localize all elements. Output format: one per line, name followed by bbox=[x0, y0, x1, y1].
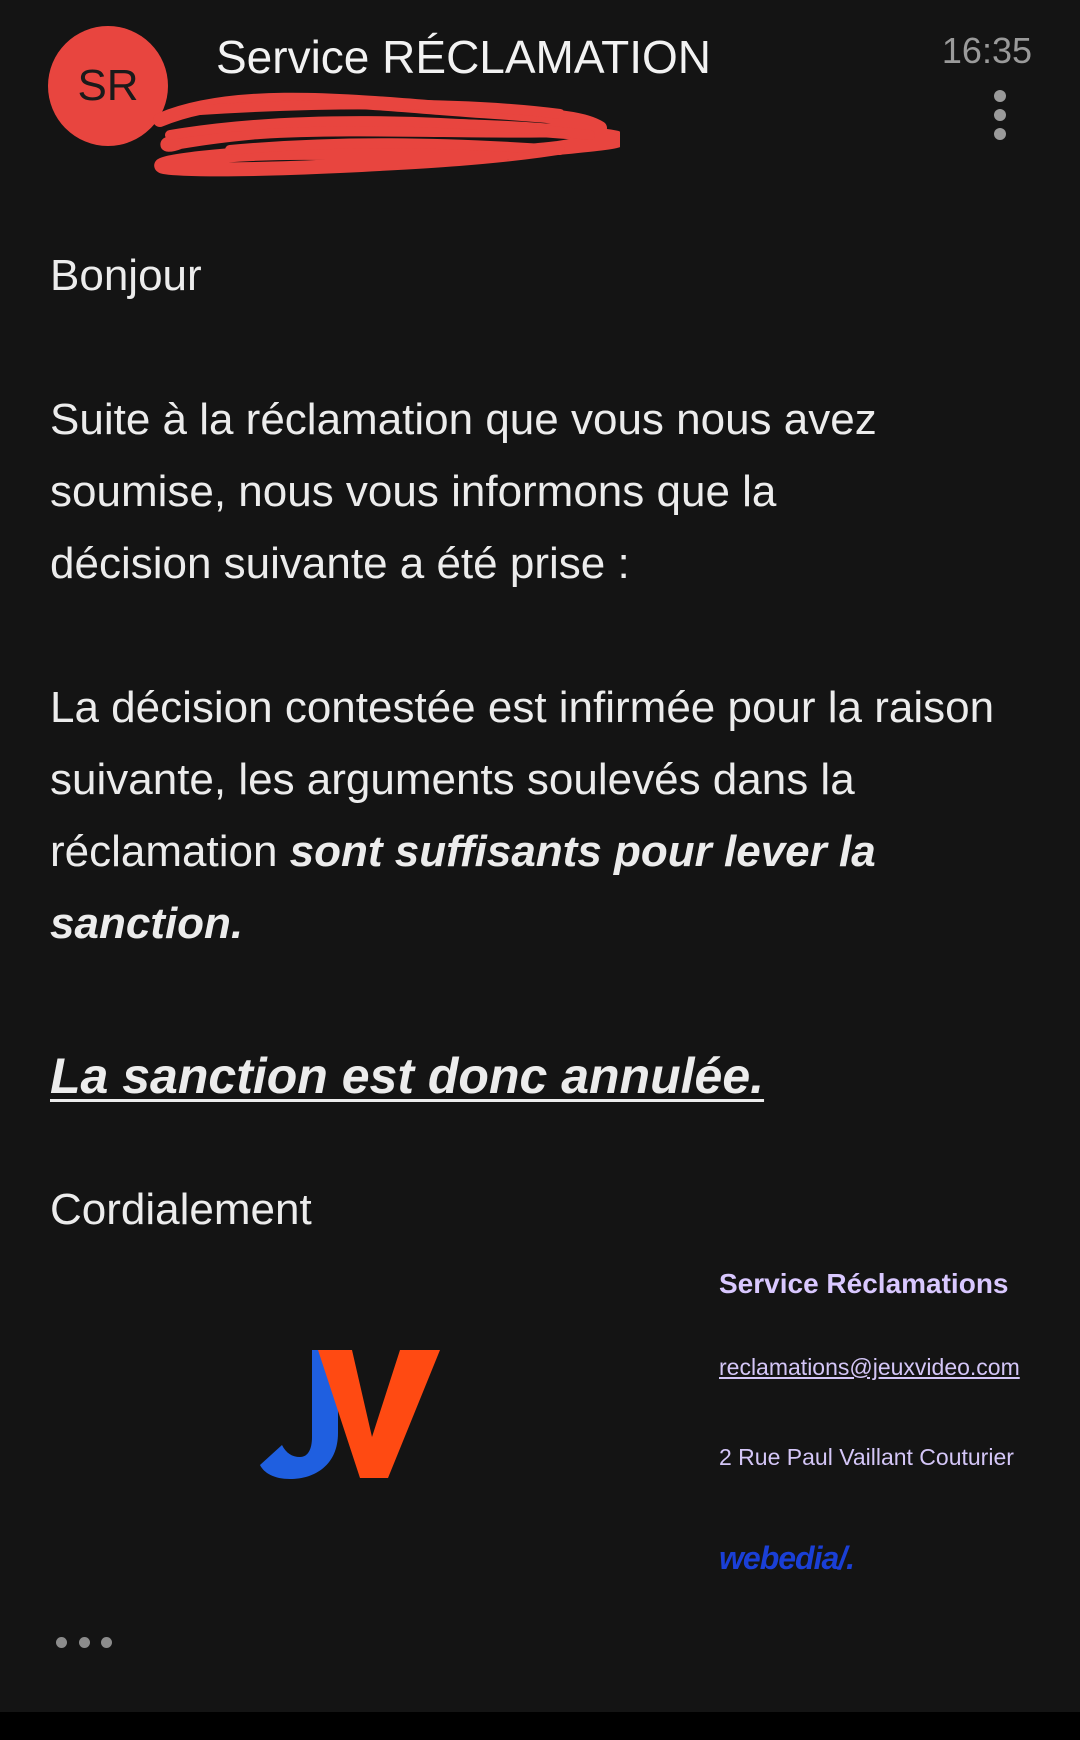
more-vert-icon[interactable] bbox=[988, 90, 1012, 140]
paragraph-decision-intro: Suite à la réclamation que vous nous avez soumise, nous vous informons que la décision suivante a été prise : bbox=[50, 395, 877, 588]
conclusion-text: La sanction est donc annulée. bbox=[50, 1048, 765, 1104]
decision-text: La décision contestée est infirmée pour la raison suivante, les arguments soulevés dans la réclamation bbox=[50, 683, 995, 876]
avatar-initials: SR bbox=[77, 61, 139, 110]
sender-name[interactable]: Service RÉCLAMATION bbox=[216, 31, 712, 83]
signature-title: Service Réclamations bbox=[719, 1268, 1009, 1299]
message-body bbox=[50, 240, 1030, 1246]
ellipsis-icon[interactable] bbox=[56, 1630, 112, 1654]
received-time: 16:35 bbox=[941, 30, 1032, 71]
redaction-scribble bbox=[140, 80, 620, 180]
greeting: Bonjour bbox=[50, 251, 202, 300]
decision-emphasis: sont suffisants pour lever la sanction. bbox=[50, 827, 876, 948]
jv-logo bbox=[260, 1345, 440, 1480]
signature-email-link[interactable]: reclamations@jeuxvideo.com bbox=[719, 1354, 1020, 1380]
signature-address: 2 Rue Paul Vaillant Couturier bbox=[719, 1444, 1014, 1470]
webedia-logo: webedia/. bbox=[719, 1540, 855, 1576]
paragraph-decision-detail bbox=[50, 672, 1010, 960]
closing: Cordialement bbox=[50, 1185, 312, 1234]
bottom-bar bbox=[0, 1712, 1080, 1740]
signature-block bbox=[719, 1268, 1059, 1576]
